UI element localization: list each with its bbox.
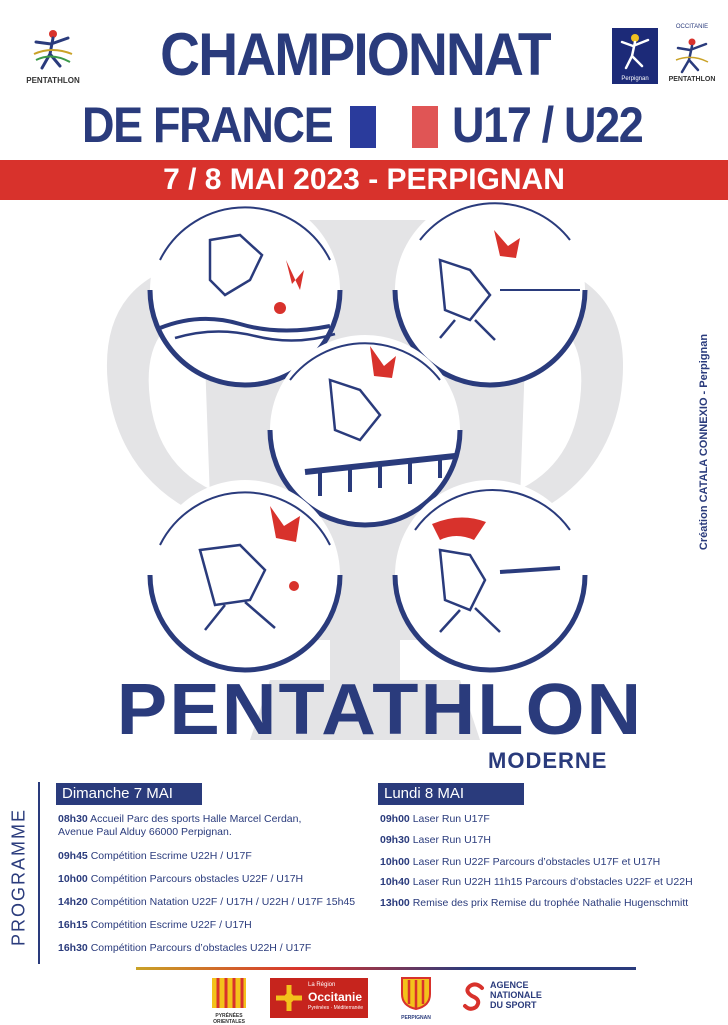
flag-blue xyxy=(350,106,376,148)
sponsor2-label: Occitanie xyxy=(308,990,363,1004)
perpignan-figure-icon xyxy=(612,28,658,72)
design-credit xyxy=(692,312,716,572)
event-time: 09h00 xyxy=(380,813,410,825)
event-text: Compétition Parcours obstacles U22F / U17H xyxy=(90,873,304,885)
day2-header: Lundi 8 MAI xyxy=(378,783,524,805)
programme-label xyxy=(8,792,30,962)
programme-label-text: PROGRAMME xyxy=(8,807,29,947)
sponsor2-sub: Pyrénées · Méditerranée xyxy=(308,1005,364,1011)
programme-divider xyxy=(38,782,40,964)
sponsor1-label: PYRÉNÉES ORIENTALES xyxy=(213,1013,245,1025)
event-time: 16h30 xyxy=(58,942,88,954)
left-logo-label: PENTATHLON xyxy=(26,76,80,85)
perpignan-shield-icon xyxy=(398,976,434,1010)
occitanie-pentathlon-logo xyxy=(662,24,722,90)
occitan-cross-icon xyxy=(274,983,304,1013)
middle-logo-label: Perpignan xyxy=(621,76,649,82)
pentathlon-figure-icon xyxy=(22,24,84,76)
main-title: PENTATHLON xyxy=(116,670,644,750)
pentathlon-logo-left xyxy=(22,24,84,90)
design-credit-text: Création CATALA CONNEXIO - Perpignan xyxy=(698,333,710,551)
event-text: Compétition Escrime U22F / U17H xyxy=(90,919,252,931)
sponsor-perpignan xyxy=(398,976,434,1020)
sponsor4-line1: AGENCE xyxy=(490,980,529,990)
day2-event xyxy=(380,876,693,889)
perpignan-logo xyxy=(612,28,658,84)
event-time: 13h00 xyxy=(380,897,410,909)
title-categories: U17 / U22 xyxy=(452,97,643,153)
event-time: 10h00 xyxy=(380,856,410,868)
day1-event xyxy=(58,896,355,909)
day1-event xyxy=(58,813,301,839)
medallion-running xyxy=(150,480,340,670)
title-de-france: DE FRANCE xyxy=(82,97,333,153)
event-text: Laser Run U22H 11h15 Parcours d’obstacles U22F et U22H xyxy=(412,876,693,888)
event-time: 08h30 xyxy=(58,813,88,825)
day1-event xyxy=(58,942,311,955)
sponsor4-text xyxy=(490,980,542,1010)
event-text: Accueil Parc des sports Halle Marcel Cerdan, xyxy=(90,813,302,825)
event-date-location: 7 / 8 MAI 2023 - PERPIGNAN xyxy=(163,163,565,196)
day2-event xyxy=(380,813,490,826)
event-text: Compétition Natation U22F / U17H / U22H / U17F 15h45 xyxy=(90,896,356,908)
event-time: 10h00 xyxy=(58,873,88,885)
day1-event xyxy=(58,850,252,863)
sponsor3-label: PERPIGNAN xyxy=(401,1015,431,1021)
sponsor-pyrenees-orientales xyxy=(206,978,252,1025)
event-text: Remise des prix Remise du trophée Nathalie Hugenschmitt xyxy=(412,897,689,909)
sponsor2-small: La Région xyxy=(308,982,336,988)
event-time: 09h45 xyxy=(58,850,88,862)
main-subtitle: MODERNE xyxy=(488,748,608,773)
event-time: 16h15 xyxy=(58,919,88,931)
day1-header: Dimanche 7 MAI xyxy=(56,783,202,805)
day2-event xyxy=(380,834,491,847)
event-text: Laser Run U17H xyxy=(412,834,491,846)
day2-event xyxy=(380,856,660,869)
day1-event xyxy=(58,873,303,886)
event-text: Laser Run U22F Parcours d’obstacles U17F et U17H xyxy=(412,856,661,868)
event-time: 09h30 xyxy=(380,834,410,846)
sponsor4-line2: NATIONALE xyxy=(490,990,542,1000)
sponsor4-line3: DU SPORT xyxy=(490,1000,537,1010)
sponsor-occitanie xyxy=(270,978,368,1018)
page-title: CHAMPIONNAT xyxy=(160,21,550,88)
flag-red xyxy=(412,106,438,148)
right-logo-top: OCCITANIE xyxy=(675,24,709,30)
event-time: 10h40 xyxy=(380,876,410,888)
sponsor-agence-nationale-du-sport xyxy=(462,978,558,1018)
event-text-line2: Avenue Paul Alduy 66000 Perpignan. xyxy=(58,826,232,838)
event-text: Laser Run U17F xyxy=(412,813,490,825)
occitanie-figure-icon xyxy=(662,30,722,82)
catalan-shield-icon xyxy=(206,978,252,1008)
event-text: Compétition Parcours d’obstacles U22H / U17F xyxy=(90,942,312,954)
day1-event xyxy=(58,919,252,932)
ans-s-icon xyxy=(462,982,486,1012)
footer-divider xyxy=(136,967,636,970)
day2-event xyxy=(380,897,688,910)
event-time: 14h20 xyxy=(58,896,88,908)
right-logo-label: PENTATHLON xyxy=(668,76,716,83)
event-text: Compétition Escrime U22H / U17F xyxy=(90,850,252,862)
medallion-laser-run xyxy=(395,480,585,670)
